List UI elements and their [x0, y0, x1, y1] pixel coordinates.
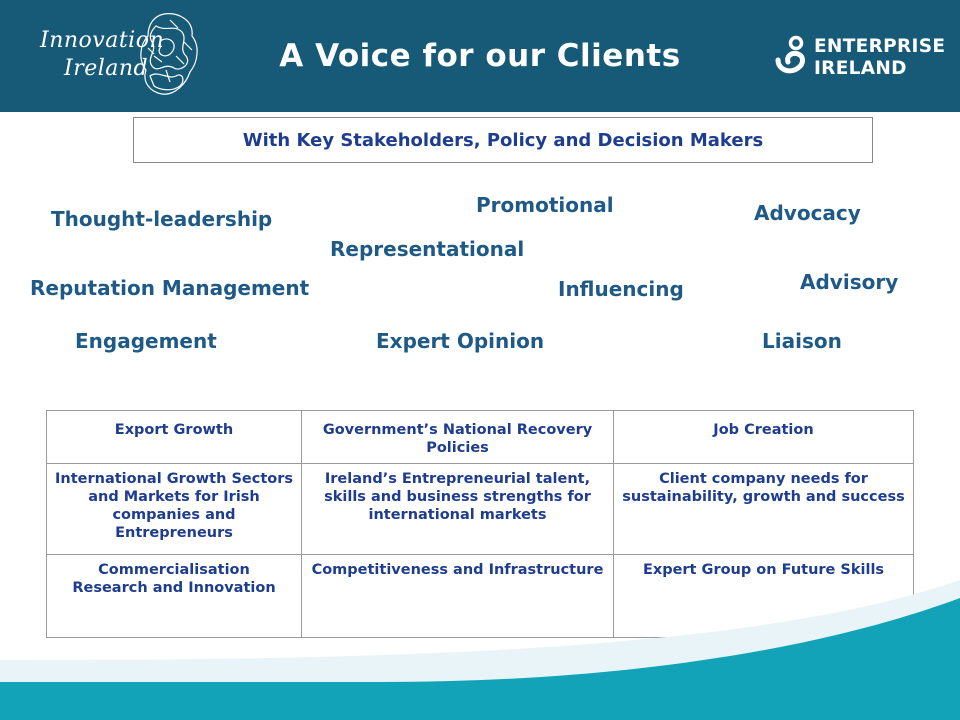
table-cell: Government’s National Recovery Policies — [302, 411, 614, 464]
keyword-representational: Representational — [330, 237, 525, 261]
logo-text-line1: Innovation — [40, 28, 165, 53]
keyword-liaison: Liaison — [762, 329, 842, 353]
table-row — [47, 464, 914, 555]
keyword-advocacy: Advocacy — [754, 201, 861, 225]
enterprise-ireland-swirl-icon — [768, 34, 808, 78]
enterprise-ireland-logo — [768, 34, 948, 84]
header-bar — [0, 0, 960, 112]
keyword-reputation-management: Reputation Management — [30, 276, 310, 300]
innovation-ireland-logo — [34, 10, 204, 102]
table-row — [47, 411, 914, 464]
table-cell-text: Research and Innovation — [72, 580, 276, 596]
logo-text-line2: Ireland — [64, 56, 149, 81]
table-cell: Competitiveness and Infrastructure — [302, 555, 614, 638]
subtitle: With Key Stakeholders, Policy and Decision Makers — [242, 129, 764, 151]
table-cell: International Growth Sectors and Markets for Irish companies and Entrepreneurs — [47, 464, 302, 555]
ireland-text: IRELAND — [814, 58, 907, 79]
keyword-expert-opinion: Expert Opinion — [376, 329, 545, 353]
keyword-influencing: Influencing — [558, 277, 684, 301]
table-cell: Expert Group on Future Skills — [614, 555, 914, 638]
keyword-promotional: Promotional — [476, 193, 614, 217]
table-cell: Job Creation — [614, 411, 914, 464]
table-cell: Ireland’s Entrepreneurial talent, skills and business strengths for international markets — [302, 464, 614, 555]
table-cell: Client company needs for sustainability, growth and success — [614, 464, 914, 555]
decorative-swoosh — [0, 560, 960, 720]
table-cell-text: Commercialisation — [98, 562, 250, 578]
enterprise-text: ENTERPRISE — [814, 36, 946, 57]
keyword-thought-leadership: Thought-leadership — [51, 207, 273, 231]
table-cell: Export Growth — [47, 411, 302, 464]
keyword-engagement: Engagement — [75, 329, 217, 353]
page-title: A Voice for our Clients — [279, 38, 681, 74]
subtitle-box — [133, 117, 873, 163]
ireland-map-icon — [134, 10, 204, 102]
keyword-advisory: Advisory — [800, 270, 899, 294]
